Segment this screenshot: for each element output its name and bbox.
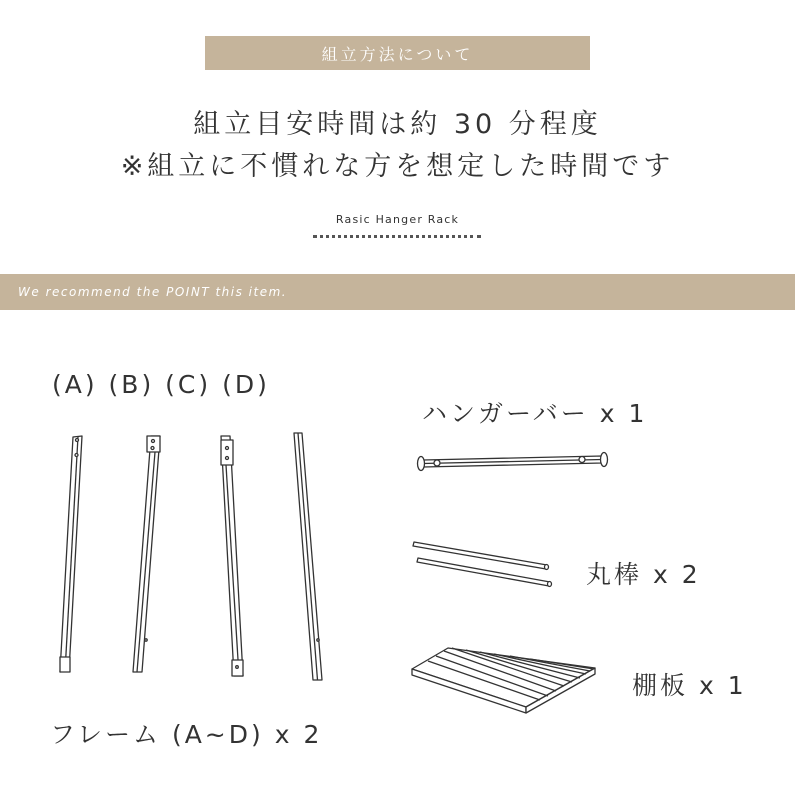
round-rod-label: 丸棒 x 2	[586, 560, 701, 589]
assembly-time-headline: 組立目安時間は約 30 分程度	[193, 109, 602, 140]
frame-c-illustration	[221, 436, 243, 676]
frame-letters-label: (A) (B) (C) (D)	[52, 370, 270, 399]
round-rod-illustration	[413, 542, 552, 587]
shelf-label: 棚板 x 1	[632, 671, 747, 700]
recommend-band-text: We recommend the POINT this item.	[18, 285, 288, 299]
assembly-time-note: ※組立に不慣れな方を想定した時間です	[120, 151, 675, 182]
frame-label: フレーム (A~D) x 2	[50, 720, 323, 749]
frame-a-illustration	[60, 436, 82, 672]
frame-b-illustration	[133, 436, 160, 672]
hanger-bar-illustration	[418, 453, 608, 471]
hanger-bar-label: ハンガーバー x 1	[422, 399, 648, 428]
shelf-illustration	[412, 648, 595, 713]
product-name: Rasic Hanger Rack	[335, 213, 460, 226]
section-title-text: 組立方法について	[321, 44, 474, 64]
frame-d-illustration	[294, 433, 322, 680]
